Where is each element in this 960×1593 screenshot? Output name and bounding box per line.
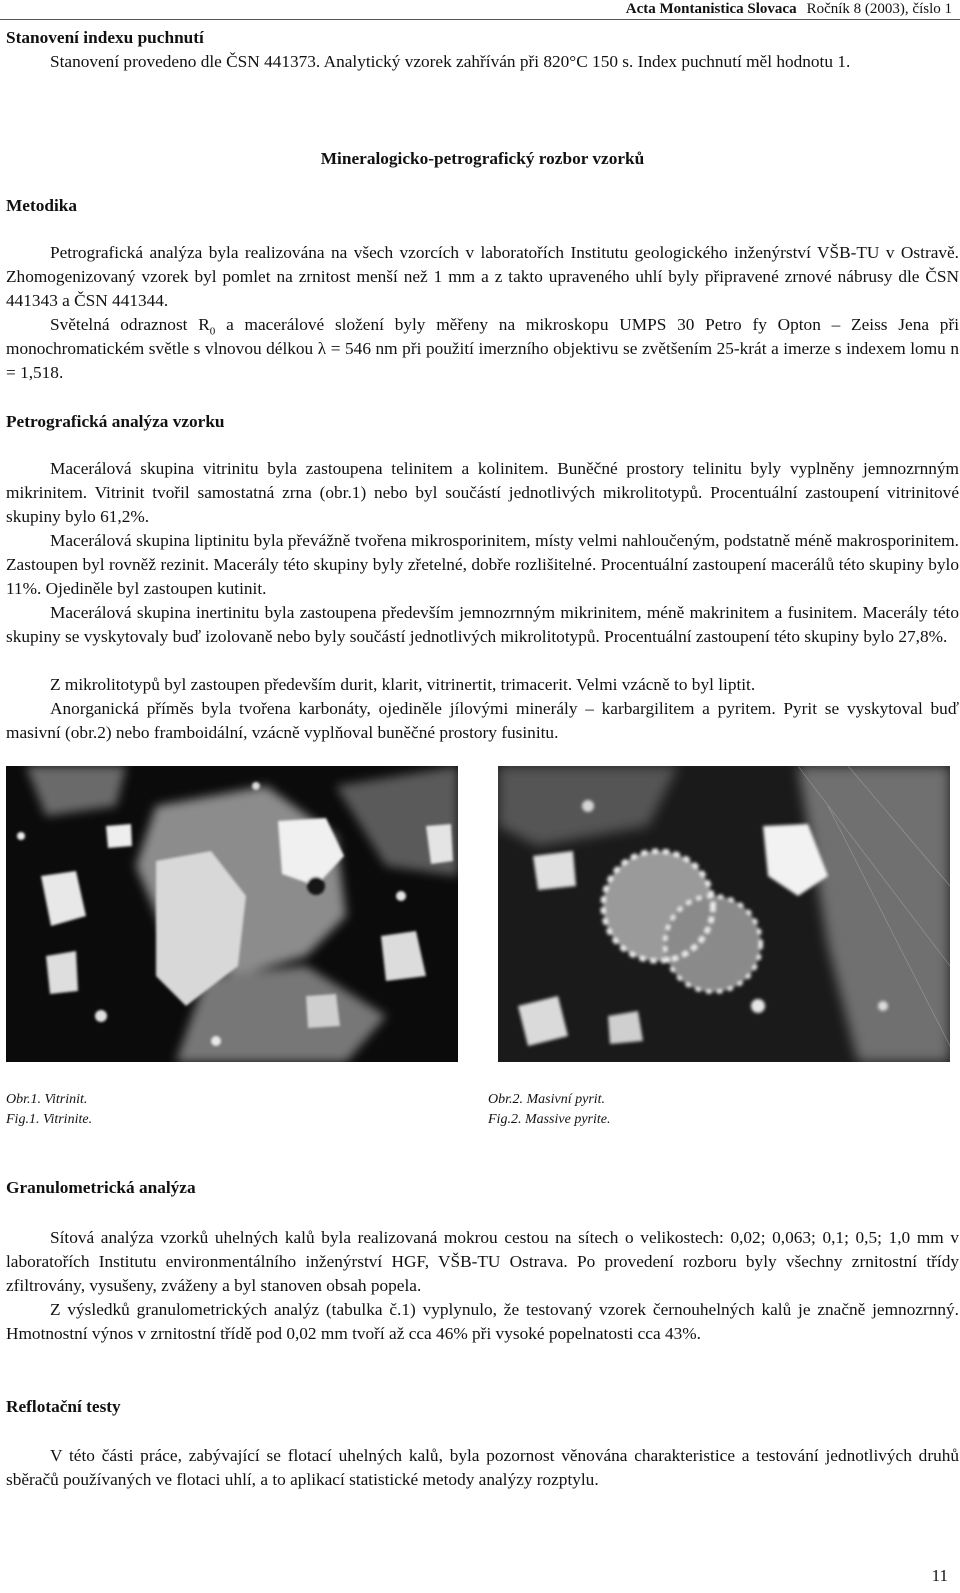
header-rule: [0, 19, 960, 20]
heading-mineralogical-analysis: Mineralogicko-petrografický rozbor vzorků: [320, 149, 645, 168]
paragraph-swelling-index: Stanovení provedeno dle ČSN 441373. Analytický vzorek zahříván při 820°C 150 s. Index puchnutí měl hodnotu 1.: [50, 52, 851, 71]
paragraph-inertinite: Macerálová skupina inertinitu byla zastoupena především jemnozrnným mikrinitem, méně makrinitem a fusinitem. Macerály této skupiny se vyskytovaly buď izolovaně nebo byly součástí jednotlivých mikrolitotypů. Procentuální zastoupení této skupiny bylo 27,8%.: [6, 603, 959, 646]
heading-granulometric-analysis: Granulometrická analýza: [6, 1178, 196, 1197]
issue-info: Ročník 8 (2003), číslo 1: [806, 1, 952, 17]
figure-1-caption-en: Fig.1. Vitrinite.: [6, 1112, 93, 1127]
paragraph-methodology-1: Petrografická analýza byla realizována na všech vzorcích v laboratořích Institutu geologického inženýrství VŠB-TU v Ostravě. Zhomogenizovaný vzorek byl pomlet na zrnitost menší než 1 mm a z takto upraveného uhlí byly připravené zrnové nábrusy dle ČSN 441343 a ČSN 441344.: [6, 243, 959, 310]
paragraph-vitrinite: Macerálová skupina vitrinitu byla zastoupena telinitem a kolinitem. Buněčné prostory telinitu byly vyplněny jemnozrnným mikrinitem. Vitrinit tvořil samostatná zrna (obr.1) nebo byl součástí jednotlivých mikrolitotypů. Procentuální zastoupení vitrinitové skupiny bylo 61,2%.: [6, 459, 959, 526]
page-number: 11: [931, 1566, 948, 1585]
figure-2-caption-cz: Obr.2. Masivní pyrit.: [488, 1092, 606, 1107]
paragraph-liptinite: Macerálová skupina liptinitu byla převážně tvořena mikrosporinitem, místy velmi nahloučeným, podstatně méně makrosporinitem. Zastoupen byl rovněž rezinit. Macerály této skupiny byly zřetelné, dobře rozlišitelné. Procentuální zastoupení macerálů této skupiny bylo 11%. Ojediněle byl zastoupen kutinit.: [6, 531, 959, 598]
subscript-zero: 0: [209, 325, 216, 338]
heading-petrographic-analysis: Petrografická analýza vzorku: [6, 412, 225, 431]
figure-1-caption: [6, 1090, 92, 1130]
heading-reflotation-tests: Reflotační testy: [6, 1397, 121, 1416]
paragraph-granulometric-2: Z výsledků granulometrických analýz (tabulka č.1) vyplynulo, že testovaný vzorek černouhelných kalů je značně jemnozrnný. Hmotnostní výnos v zrnitostní třídě pod 0,02 mm tvoří až cca 46% při vysoké popelnatosti cca 43%.: [6, 1300, 959, 1343]
figure-2-caption-en: Fig.2. Massive pyrite.: [488, 1112, 611, 1127]
figure-2-caption: [488, 1090, 610, 1130]
running-header: [0, 0, 960, 20]
figure-1-caption-cz: Obr.1. Vitrinit.: [6, 1092, 88, 1107]
figure-vitrinite-micrograph: [6, 766, 458, 1062]
paragraph-reflotation: V této části práce, zabývající se flotací uhelných kalů, byla pozornost věnována charakteristice a testování jednotlivých druhů sběračů používaných ve flotaci uhlí, a to aplikací statistické metody analýzy rozptylu.: [6, 1446, 959, 1489]
paragraph-methodology-2: Světelná odraznost $R_0$ a macerálové složení byly měřeny na mikroskopu UMPS 30 Petro fy Opton – Zeiss Jena při monochromatickém světle s vlnovou délkou λ = 546 nm při použití imerzního objektivu se zvětšením 25-krát a imerze s indexem lomu n = 1,518.: [6, 315, 959, 382]
paragraph-granulometric-1: Sítová analýza vzorků uhelných kalů byla realizovaná mokrou cestou na sítech o velikostech: 0,02; 0,063; 0,1; 0,5; 1,0 mm v laboratořích Institutu environmentálního inženýrství HGF, VŠB-TU Ostrava. Po provedení rozboru byly všechny zrnitostní třídy zfiltrovány, vysušeny, zváženy a byl stanoven obsah popela.: [6, 1228, 959, 1295]
heading-swelling-index: Stanovení indexu puchnutí: [6, 28, 204, 47]
paragraph-mineral-matter: Anorganická příměs byla tvořena karbonáty, ojediněle jílovými minerály – karbargilitem a pyritem. Pyrit se vyskytoval buď masivní (obr.2) nebo framboidální, vzácně vyplňoval buněčné prostory fusinitu.: [6, 699, 959, 742]
figure-pyrite-micrograph: [498, 766, 950, 1062]
heading-methodology: Metodika: [6, 196, 78, 215]
journal-name: Acta Montanistica Slovaca: [625, 1, 797, 17]
paragraph-microlithotypes: Z mikrolitotypů byl zastoupen především durit, klarit, vitrinertit, trimacerit. Velmi vzácně to byl liptit.: [50, 675, 756, 694]
